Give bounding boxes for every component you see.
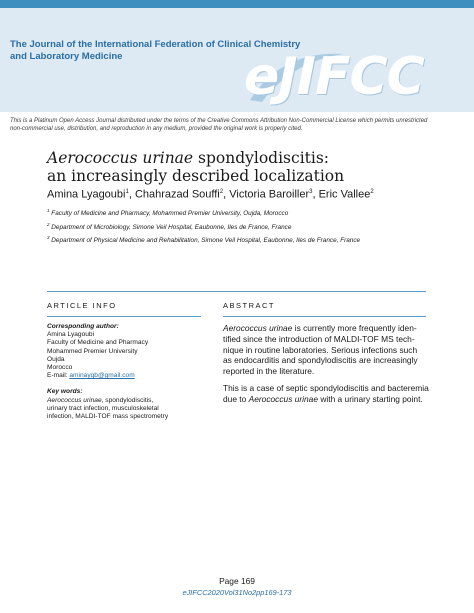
abstract-line1-rest: is currently more frequently iden- [292, 323, 417, 333]
affiliation-text: Faculty of Medicine and Pharmacy, Mohammed Premier University, Oujda, Morocco [51, 210, 289, 218]
abstract-line [223, 394, 428, 405]
abstract-divider [223, 316, 426, 317]
corresponding-line: Amina Lyagoubi [47, 331, 95, 339]
affiliation-num: 2 [47, 221, 50, 227]
abstract-line: as endocarditis and spondylodiscitis are increasingly [223, 355, 418, 366]
header-top-bar [0, 0, 474, 8]
license-line1: This is a Platinum Open Access Journal distributed under the terms of the Creative Commons Attribution Non-Commercial License which permits unrestricted [10, 118, 428, 124]
corresponding-line: Morocco [47, 364, 73, 372]
corresponding-line: Mohammed Premier University [47, 347, 138, 355]
author-sep: , [223, 188, 230, 201]
author-sup: 2 [370, 189, 374, 195]
abstract-organism: Aerococcus urinae [248, 393, 318, 404]
title-organism: Aerococcus urinae [47, 149, 194, 167]
author-sep: , [312, 188, 319, 201]
article-info-panel [47, 323, 217, 421]
abstract-line-post: with a urinary starting point. [318, 393, 423, 404]
author-sup: 1 [125, 189, 129, 195]
keywords-line: urinary tract infection, musculoskeletal [47, 404, 159, 412]
abstract-paragraph [223, 323, 428, 377]
spacer [47, 380, 217, 388]
ejifcc-logo [244, 44, 468, 110]
corresponding-author-label: Corresponding author: [47, 323, 119, 330]
license-notice [10, 117, 468, 133]
affiliation-num: 1 [47, 208, 50, 213]
page-footer [0, 576, 474, 598]
article-info-heading: ARTICLE INFO [47, 301, 117, 310]
email-row [47, 372, 217, 380]
affiliation-text: Department of Microbiology, Simone Veil Hospital, Eaubonne, Iles de France, France [51, 223, 292, 231]
license-line2: non-commercial use, distribution, and reproduction in any medium, provided the original work is properly cited. [10, 126, 303, 132]
email-label: E-mail: [47, 372, 70, 380]
corresponding-line: Oujda [47, 355, 65, 363]
author-name: Chahrazad Souffi [134, 188, 220, 201]
title-line1-rest: spondylodiscitis: [193, 149, 330, 167]
affiliations [47, 206, 467, 247]
page-number: Page 169 [219, 576, 255, 586]
title-line1 [47, 149, 447, 167]
article-info-divider [47, 316, 201, 317]
author-sup: 3 [309, 189, 313, 195]
abstract-line [223, 323, 428, 334]
abstract-organism: Aerococcus urinae [223, 323, 293, 333]
journal-name-line1: The Journal of the International Federation of Clinical Chemistry [10, 39, 301, 50]
affiliation-num: 3 [47, 235, 50, 241]
abstract-line: reported in the literature. [223, 366, 315, 377]
keywords-label: Key words: [47, 388, 83, 396]
corresponding-line: Faculty of Medicine and Pharmacy [47, 339, 149, 347]
citation: eJIFCC2020Vol31No2pp169-173 [182, 588, 292, 597]
journal-name-line2: and Laboratory Medicine [10, 51, 123, 62]
abstract-body [223, 323, 428, 405]
author-name: Amina Lyagoubi [47, 188, 126, 201]
affiliation-text: Department of Physical Medicine and Rehabilitation, Simone Veil Hospital, Eaubonne, Iles de France, France [51, 237, 361, 245]
abstract-heading: ABSTRACT [223, 301, 276, 310]
author-list [47, 185, 467, 202]
affiliation-row [47, 233, 467, 247]
section-divider-top [47, 291, 426, 292]
keywords-line: infection, MALDI-TOF mass spectrometry [47, 413, 169, 421]
email-link[interactable]: aminaygb@gmail.com [69, 372, 135, 380]
abstract-line: tified since the introduction of MALDI-TOF MS tech- [223, 333, 415, 344]
keywords-organism: Aerococcus urinae [47, 396, 102, 404]
keywords-line [47, 397, 217, 405]
abstract-paragraph [223, 383, 428, 405]
author-name: Eric Vallee [318, 188, 371, 201]
logo-text: eJIFCC [244, 47, 424, 107]
abstract-line: This is a case of septic spondylodiscitis and bacteremia [223, 382, 429, 393]
author-sup: 2 [219, 189, 224, 195]
article-title [47, 149, 447, 185]
author-name: Victoria Baroiller [229, 188, 310, 201]
abstract-line: nique in routine laboratories. Serious infections such [223, 344, 418, 355]
title-line2: an increasingly described localization [47, 167, 345, 185]
affiliation-row [47, 220, 467, 234]
affiliation-row [47, 206, 467, 220]
abstract-line-pre: due to [223, 393, 249, 404]
keywords-line1-rest: , spondylodiscitis, [101, 396, 154, 404]
author-sep: , [128, 188, 135, 201]
